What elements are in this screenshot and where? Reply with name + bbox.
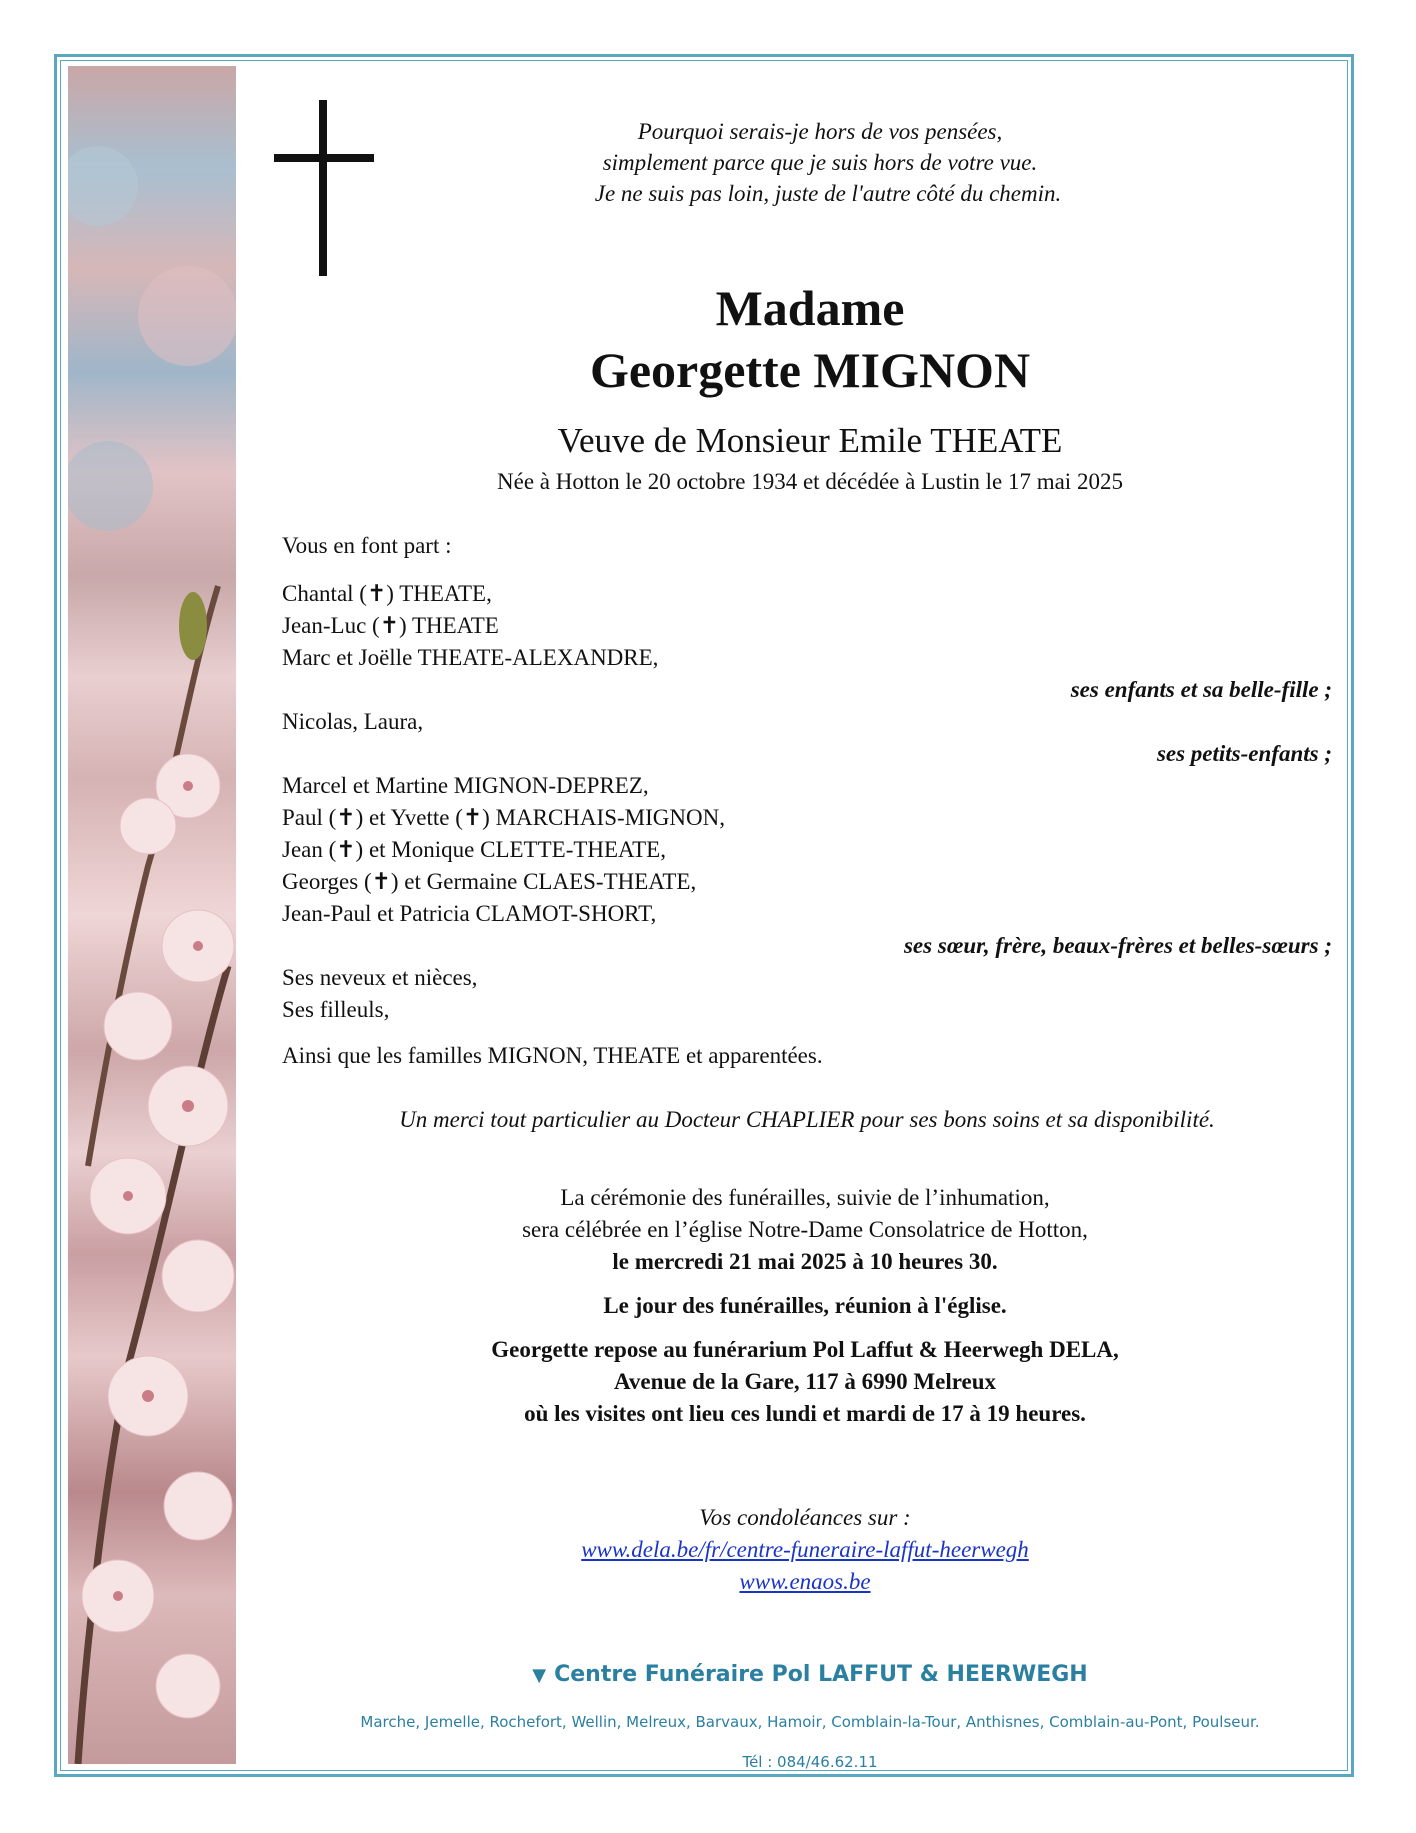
others-block bbox=[282, 962, 1332, 1026]
ceremony-line: La cérémonie des funérailles, suivie de l’inhumation, bbox=[560, 1185, 1050, 1210]
widow-line: Veuve de Monsieur Emile THEATE bbox=[557, 421, 1063, 460]
quote-line: simplement parce que je suis hors de votre vue. bbox=[602, 150, 1038, 175]
announce-text: Vous en font part : bbox=[282, 533, 452, 558]
condolences-label: Vos condoléances sur : bbox=[699, 1505, 911, 1530]
family-line: Paul (✝) et Yvette (✝) MARCHAIS-MIGNON, bbox=[282, 805, 725, 830]
children-block bbox=[282, 578, 1332, 770]
visit-hours: où les visites ont lieu ces lundi et mardi de 17 à 19 heures. bbox=[524, 1401, 1086, 1426]
meeting-line: Le jour des funérailles, réunion à l'église. bbox=[603, 1293, 1007, 1318]
triangle-down-icon: ▼ bbox=[532, 1665, 547, 1686]
locations-list: Marche, Jemelle, Rochefort, Wellin, Melreux, Barvaux, Hamoir, Comblain-la-Tour, Anthisnes, Comblain-au-Pont, Poulseur. bbox=[360, 1713, 1260, 1731]
rest-address: Avenue de la Gare, 117 à 6990 Melreux bbox=[613, 1369, 996, 1394]
family-line: Marc et Joëlle THEATE-ALEXANDRE, bbox=[282, 645, 659, 670]
family-role: ses enfants et sa belle-fille ; bbox=[1070, 677, 1332, 702]
siblings-block bbox=[282, 770, 1332, 962]
birth-death-line: Née à Hotton le 20 octobre 1934 et décédée à Lustin le 17 mai 2025 bbox=[497, 469, 1123, 494]
cross-icon bbox=[274, 100, 374, 276]
families-line: Ainsi que les familles MIGNON, THEATE et apparentées. bbox=[282, 1043, 823, 1068]
family-line: Ses filleuls, bbox=[282, 997, 390, 1022]
family-line: Georges (✝) et Germaine CLAES-THEATE, bbox=[282, 869, 697, 894]
family-line: Jean (✝) et Monique CLETTE-THEATE, bbox=[282, 837, 666, 862]
company-name: Centre Funéraire Pol LAFFUT & HEERWEGH bbox=[554, 1662, 1088, 1687]
family-line: Ses neveux et nièces, bbox=[282, 965, 478, 990]
family-line: Marcel et Martine MIGNON-DEPREZ, bbox=[282, 773, 649, 798]
thanks-line: Un merci tout particulier au Docteur CHAPLIER pour ses bons soins et sa disponibilité. bbox=[399, 1107, 1215, 1132]
enaos-link[interactable]: www.enaos.be bbox=[739, 1569, 871, 1594]
family-line: Chantal (✝) THEATE, bbox=[282, 581, 492, 606]
phone-number: Tél : 084/46.62.11 bbox=[742, 1753, 878, 1771]
family-line: Nicolas, Laura, bbox=[282, 709, 424, 734]
rest-line: Georgette repose au funérarium Pol Laffut & Heerwegh DELA, bbox=[491, 1337, 1119, 1362]
poem-quote bbox=[480, 116, 1160, 209]
quote-line: Pourquoi serais-je hors de vos pensées, bbox=[637, 119, 1003, 144]
ceremony-line: sera célébrée en l’église Notre-Dame Consolatrice de Hotton, bbox=[522, 1217, 1088, 1242]
ceremony-block bbox=[400, 1182, 1210, 1430]
family-role: ses petits-enfants ; bbox=[1156, 741, 1332, 766]
honorific: Madame bbox=[715, 280, 905, 336]
ceremony-date: le mercredi 21 mai 2025 à 10 heures 30. bbox=[612, 1249, 998, 1274]
family-line: Jean-Luc (✝) THEATE bbox=[282, 613, 499, 638]
quote-line: Je ne suis pas loin, juste de l'autre côté du chemin. bbox=[594, 181, 1062, 206]
funeral-home-footer bbox=[280, 1660, 1340, 1773]
deceased-name: Georgette MIGNON bbox=[589, 342, 1031, 398]
dela-link[interactable]: www.dela.be/fr/centre-funeraire-laffut-heerwegh bbox=[581, 1537, 1029, 1562]
condolences-block bbox=[400, 1502, 1210, 1598]
cherry-blossom-image bbox=[68, 66, 236, 1764]
family-role: ses sœur, frère, beaux-frères et belles-sœurs ; bbox=[903, 933, 1332, 958]
family-line: Jean-Paul et Patricia CLAMOT-SHORT, bbox=[282, 901, 657, 926]
